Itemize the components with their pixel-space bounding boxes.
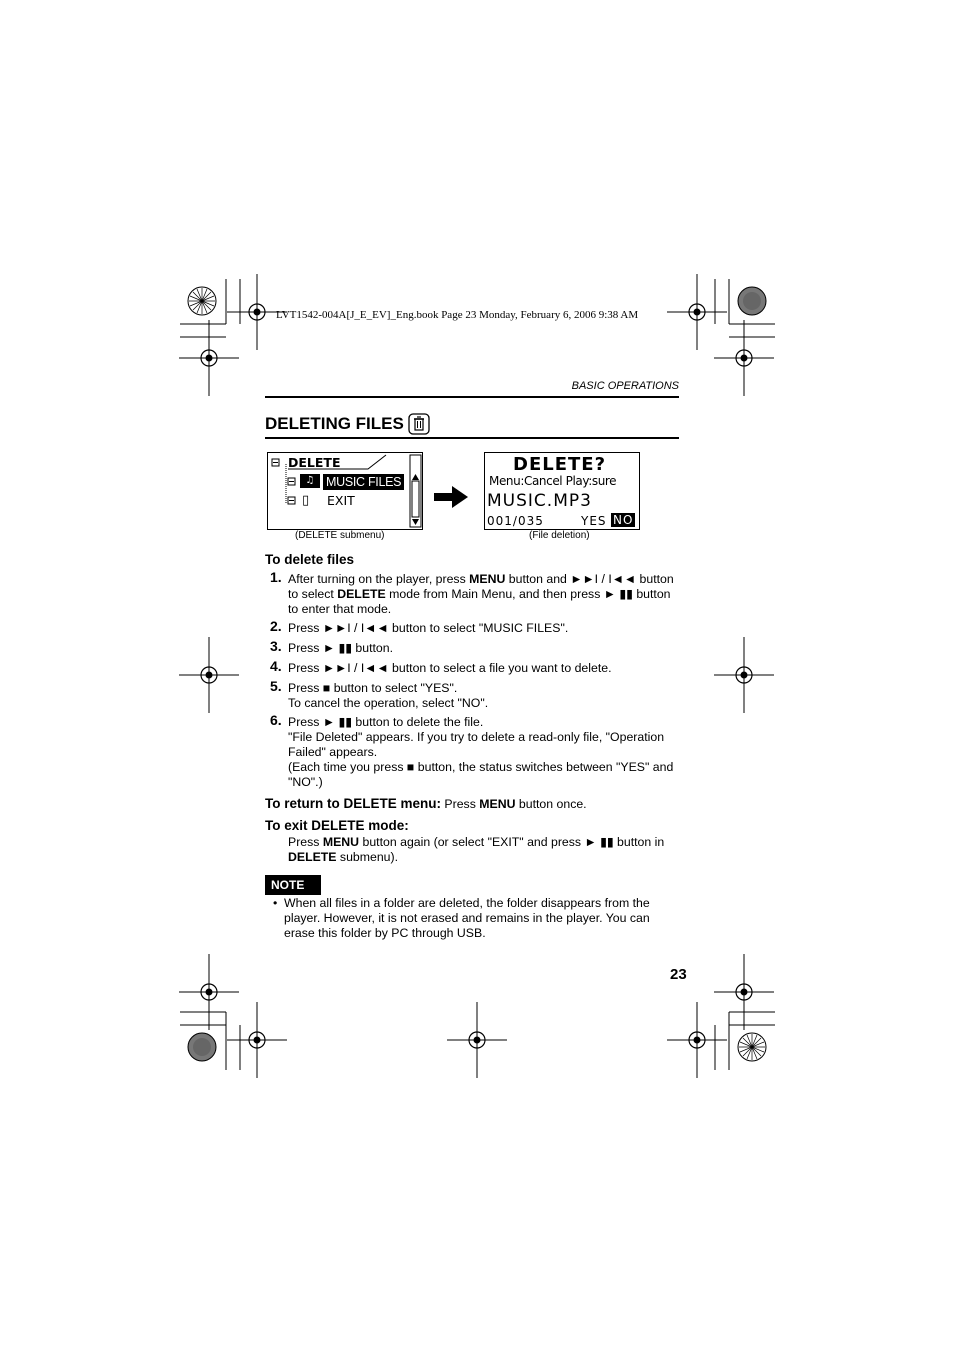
header-rule (265, 396, 679, 398)
to-exit-heading: To exit DELETE mode: (265, 818, 409, 833)
delete-submenu-screen (267, 452, 423, 530)
menu-key: MENU (322, 835, 360, 849)
menu-key: MENU (469, 572, 506, 586)
screen1-item-music-files: MUSIC FILES (323, 474, 404, 490)
note-body: When all files in a folder are deleted, the folder disappears from the player. However, it is not erased and remains in the player. You can erase this folder by PC through USB. (284, 896, 650, 940)
step-4 (270, 658, 680, 677)
right-arrow-icon (434, 486, 468, 508)
play-pause-icon: ► ▮▮ (584, 835, 614, 849)
stop-icon: ■ (406, 760, 415, 774)
prev-track-icon: I◄◄ (360, 621, 389, 635)
step-1-text: After turning on the player, press MENU button and ►►I / I◄◄ button to select DELETE mode from Main Menu, and then press ► ▮▮ button to enter that mode. (288, 572, 674, 616)
title-rule (265, 437, 679, 439)
to-exit-text: Press MENU button again (or select "EXIT" and press ► ▮▮ button in DELETE submenu). (288, 835, 665, 864)
step-5 (270, 678, 680, 713)
section-header: BASIC OPERATIONS (571, 380, 679, 392)
step-5-number: 5. (270, 678, 282, 694)
screen2-line1: Menu:Cancel Play:sure (489, 474, 617, 488)
step-6-number: 6. (270, 712, 282, 728)
step-4-text: Press ►►I / I◄◄ button to select a file you want to delete. (288, 661, 612, 675)
play-pause-icon: ► ▮▮ (603, 587, 633, 601)
play-pause-icon: ► ▮▮ (322, 641, 352, 655)
page-title (265, 413, 430, 435)
print-slug: LVT1542-004A[J_E_EV]_Eng.book Page 23 Monday, February 6, 2006 9:38 AM (276, 309, 639, 321)
next-track-icon: ►►I (322, 621, 351, 635)
step-3-text: Press ► ▮▮ button. (288, 641, 394, 655)
file-deletion-screen (484, 452, 640, 530)
step-3-number: 3. (270, 638, 282, 654)
prev-track-icon: I◄◄ (608, 572, 637, 586)
exit-icon: ▯ (302, 493, 310, 508)
screen2-counter: 001/035 (487, 514, 544, 528)
screen2-caption: (File deletion) (529, 530, 590, 541)
next-track-icon: ►►I (570, 572, 599, 586)
screen2-heading: DELETE? (513, 454, 607, 475)
screen2-filename: MUSIC.MP3 (487, 491, 592, 511)
play-pause-icon: ► ▮▮ (322, 715, 352, 729)
delete-key: DELETE (337, 587, 386, 601)
step-2-text: Press ►►I / I◄◄ button to select "MUSIC FILES". (288, 621, 569, 635)
prev-track-icon: I◄◄ (360, 661, 389, 675)
note-badge: NOTE (265, 875, 321, 895)
delete-key: DELETE (288, 850, 337, 864)
step-1 (270, 569, 680, 618)
next-track-icon: ►►I (322, 661, 351, 675)
step-2 (270, 618, 680, 637)
step-4-number: 4. (270, 658, 282, 674)
music-files-icon: ♫ (300, 474, 320, 488)
step-5-text: Press ■ button to select "YES". To cancel the operation, select "NO". (288, 681, 489, 710)
screen2-yes: YES (581, 514, 607, 528)
stop-icon: ■ (322, 681, 331, 695)
screen1-item-exit: EXIT (327, 493, 355, 508)
step-2-number: 2. (270, 618, 282, 634)
page-title-text: DELETING FILES (265, 414, 404, 433)
page-number: 23 (670, 966, 687, 983)
step-6-text: Press ► ▮▮ button to delete the file. "File Deleted" appears. If you try to delete a read-only file, "Operation Failed" appears. (Each time you press ■ button, the status switches between "YES" and "NO".) (288, 715, 674, 789)
screen1-heading: DELETE (288, 455, 341, 470)
step-3 (270, 638, 680, 657)
trash-icon (408, 413, 430, 435)
step-1-number: 1. (270, 569, 282, 585)
note-bullet: • (273, 896, 278, 910)
screen1-caption: (DELETE submenu) (295, 530, 385, 541)
to-return-heading: To return to DELETE menu: (265, 796, 441, 811)
screen2-no: NO (613, 513, 634, 527)
menu-key: MENU (479, 797, 516, 811)
to-return-section: To return to DELETE menu: Press MENU button once. (265, 796, 587, 811)
to-delete-heading: To delete files (265, 552, 355, 567)
step-6 (270, 712, 680, 791)
